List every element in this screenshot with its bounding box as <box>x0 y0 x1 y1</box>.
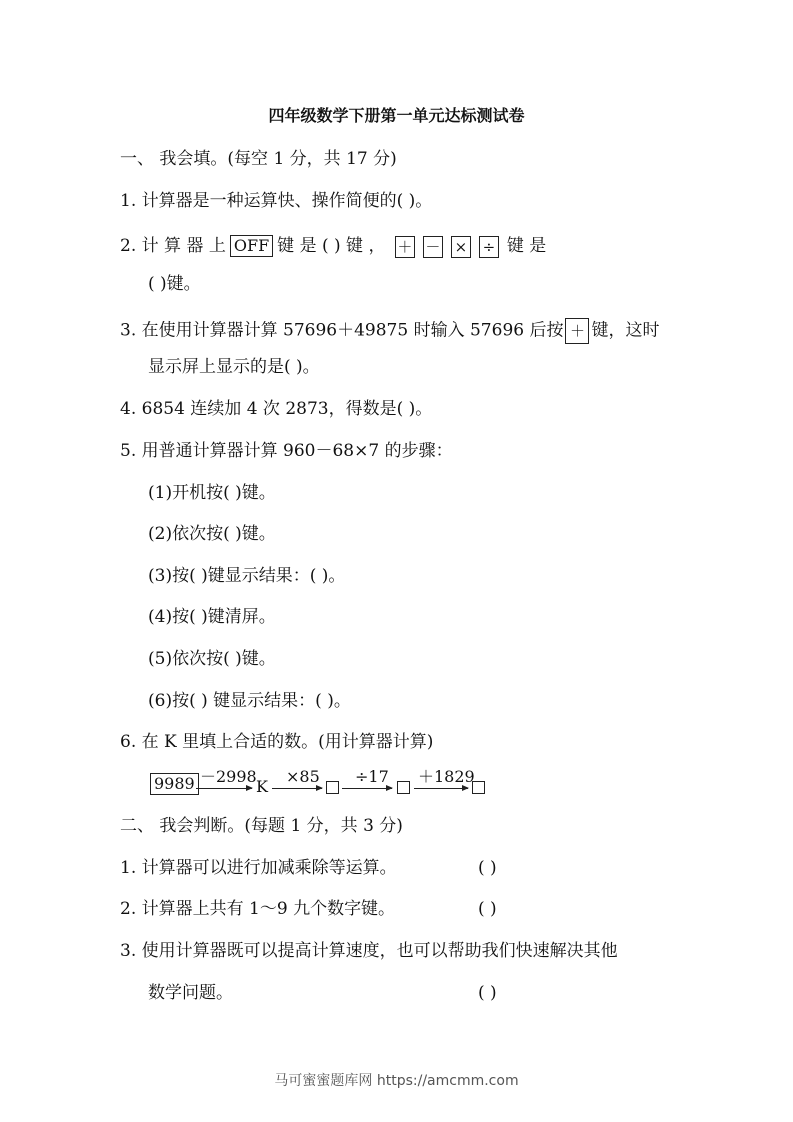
judge-3-line2: 数学问题。 <box>148 983 233 1003</box>
answer-box-1 <box>326 781 339 794</box>
question-5-step-3: (3)按( )键显示结果：( )。 <box>148 566 346 586</box>
answer-box-3 <box>472 781 485 794</box>
op-plus-1829: ＋1829 <box>418 767 475 786</box>
judge-2-text: 2. 计算器上共有 1～9 九个数字键。 <box>120 899 396 919</box>
footer-watermark: 马可蜜蜜题库网 https://amcmm.com <box>274 1073 519 1089</box>
judge-3-text: 3. 使用计算器既可以提高计算速度，也可以帮助我们快速解决其他 <box>120 941 618 961</box>
divide-key: ÷ <box>479 236 499 258</box>
question-5-step-1: (1)开机按( )键。 <box>148 483 276 503</box>
page-title: 四年级数学下册第一单元达标测试卷 <box>268 106 525 125</box>
question-3 <box>120 318 659 344</box>
op-divide-17: ÷17 <box>355 767 389 786</box>
question-3-post: 键，这时 <box>591 320 660 341</box>
question-3-line2: 显示屏上显示的是( )。 <box>148 357 320 377</box>
question-5-step-4: (4)按( )键清屏。 <box>148 607 276 627</box>
question-3-pre: 3. 在使用计算器计算 57696＋49875 时输入 57696 后按 <box>120 320 564 341</box>
question-2-line2: ( )键。 <box>148 274 201 294</box>
question-5-step-5: (5)依次按( )键。 <box>148 649 276 669</box>
arrow-3 <box>342 788 392 789</box>
answer-box-2 <box>397 781 410 794</box>
arrow-2 <box>272 788 322 789</box>
judge-2-paren: ( ) <box>478 899 497 919</box>
op-times-85: ×85 <box>286 767 320 786</box>
multiply-key: × <box>451 236 471 258</box>
section-1-heading: 一、 我会填。(每空 1 分，共 17 分) <box>120 149 397 169</box>
minus-key: － <box>423 236 443 258</box>
question-4: 4. 6854 连续加 4 次 2873，得数是( )。 <box>120 399 433 419</box>
question-1: 1. 计算器是一种运算快、操作简便的( )。 <box>120 191 433 211</box>
question-5-step-6: (6)按( ) 键显示结果：( )。 <box>148 691 351 711</box>
plus-key: ＋ <box>395 236 415 258</box>
arrow-1 <box>196 788 252 789</box>
question-2-pre: 2. 计 算 器 上 <box>120 236 226 256</box>
op-minus-2998: －2998 <box>200 767 257 786</box>
question-6-stem: 6. 在 K 里填上合适的数。(用计算器计算) <box>120 732 434 752</box>
judge-3-paren: ( ) <box>478 983 497 1003</box>
plus-key-q3: ＋ <box>565 318 589 344</box>
arrow-4 <box>414 788 468 789</box>
question-5-step-2: (2)依次按( )键。 <box>148 524 276 544</box>
section-2-heading: 二、 我会判断。(每题 1 分，共 3 分) <box>120 816 403 836</box>
off-key: OFF <box>230 235 273 257</box>
question-5-stem: 5. 用普通计算器计算 960－68×7 的步骤： <box>120 441 453 461</box>
judge-1-paren: ( ) <box>478 858 497 878</box>
question-2 <box>120 234 546 258</box>
question-2-mid: 键 是 ( ) 键 ， <box>277 236 386 256</box>
question-2-post: 键 是 <box>506 236 547 256</box>
k-label: K <box>256 777 268 796</box>
judge-1-text: 1. 计算器可以进行加减乘除等运算。 <box>120 858 397 878</box>
start-number-box: 9989 <box>150 773 199 795</box>
